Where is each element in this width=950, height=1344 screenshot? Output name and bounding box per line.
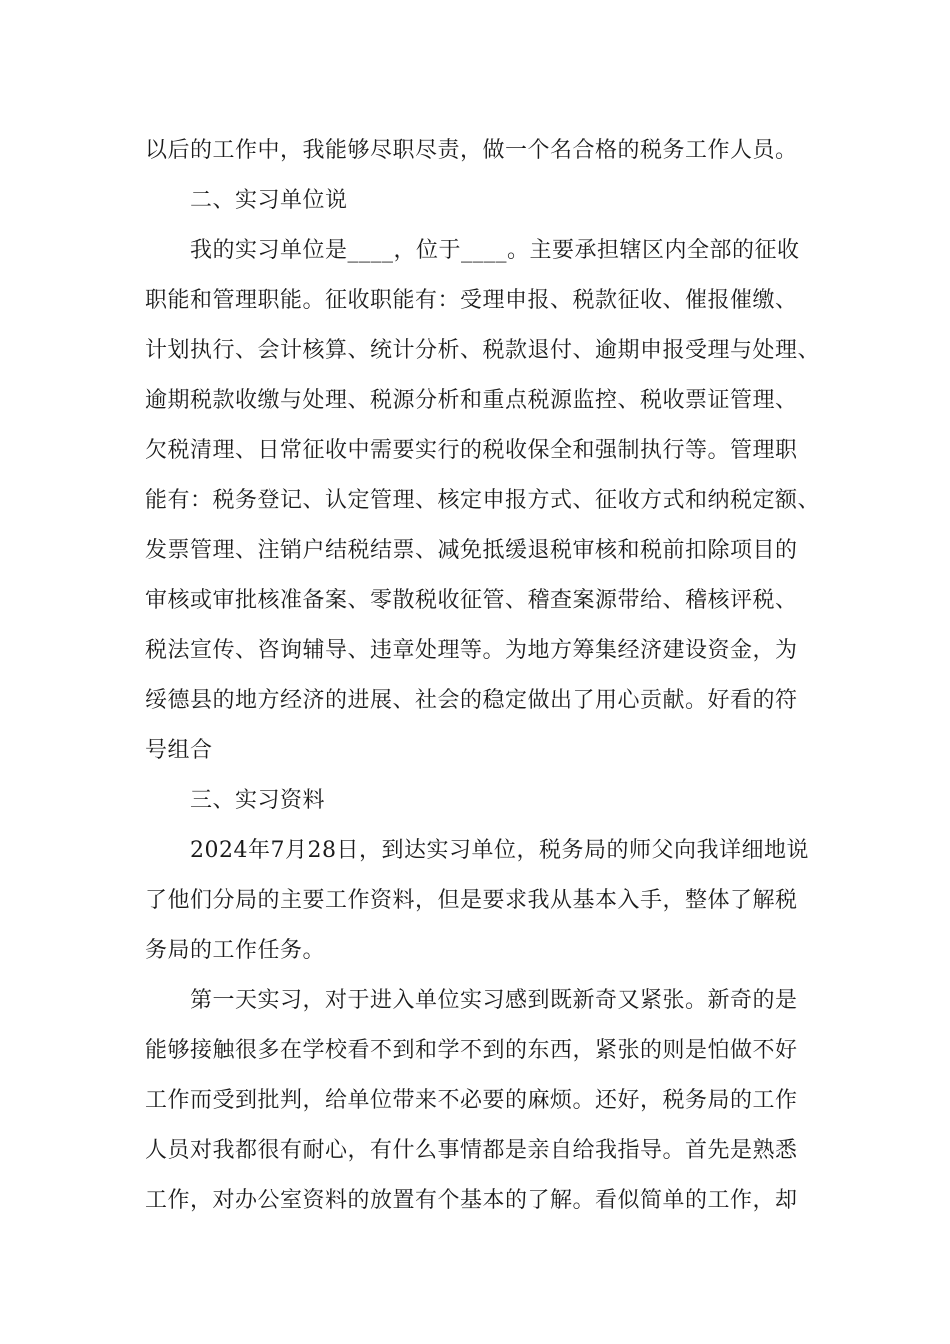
text-line: 绥德县的地方经济的进展、社会的稳定做出了用心贡献。好看的符 [145, 688, 798, 713]
text-line: 职能和管理职能。征收职能有：受理申报、税款征收、催报催缴、 [145, 288, 798, 313]
text-line: 2024年7月28日，到达实习单位，税务局的师父向我详细地说 [190, 838, 809, 863]
text-line: 号组合 [145, 738, 213, 763]
text-line: 我的实习单位是____，位于____。主要承担辖区内全部的征收 [190, 238, 800, 263]
text-line: 税法宣传、咨询辅导、违章处理等。为地方筹集经济建设资金，为 [145, 638, 798, 663]
text-line: 能有：税务登记、认定管理、核定申报方式、征收方式和纳税定额、 [145, 488, 821, 513]
section-heading: 二、实习单位说 [190, 188, 348, 213]
text-line: 能够接触很多在学校看不到和学不到的东西，紧张的则是怕做不好 [145, 1038, 798, 1063]
text-line: 审核或审批核准备案、零散税收征管、稽查案源带给、稽核评税、 [145, 588, 798, 613]
text-line: 欠税清理、日常征收中需要实行的税收保全和强制执行等。管理职 [145, 438, 798, 463]
text-line: 第一天实习，对于进入单位实习感到既新奇又紧张。新奇的是 [190, 988, 798, 1013]
text-line: 以后的工作中，我能够尽职尽责，做一个名合格的税务工作人员。 [145, 138, 798, 163]
text-line: 工作而受到批判，给单位带来不必要的麻烦。还好，税务局的工作 [145, 1088, 798, 1113]
section-heading: 三、实习资料 [190, 788, 326, 813]
text-line: 务局的工作任务。 [145, 938, 326, 963]
text-line: 工作，对办公室资料的放置有个基本的了解。看似简单的工作，却 [145, 1188, 798, 1213]
text-line: 逾期税款收缴与处理、税源分析和重点税源监控、税收票证管理、 [145, 388, 798, 413]
text-line: 了他们分局的主要工作资料，但是要求我从基本入手，整体了解税 [145, 888, 798, 913]
text-line: 人员对我都很有耐心，有什么事情都是亲自给我指导。首先是熟悉 [145, 1138, 798, 1163]
text-line: 计划执行、会计核算、统计分析、税款退付、逾期申报受理与处理、 [145, 338, 821, 363]
text-line: 发票管理、注销户结税结票、减免抵缓退税审核和税前扣除项目的 [145, 538, 798, 563]
